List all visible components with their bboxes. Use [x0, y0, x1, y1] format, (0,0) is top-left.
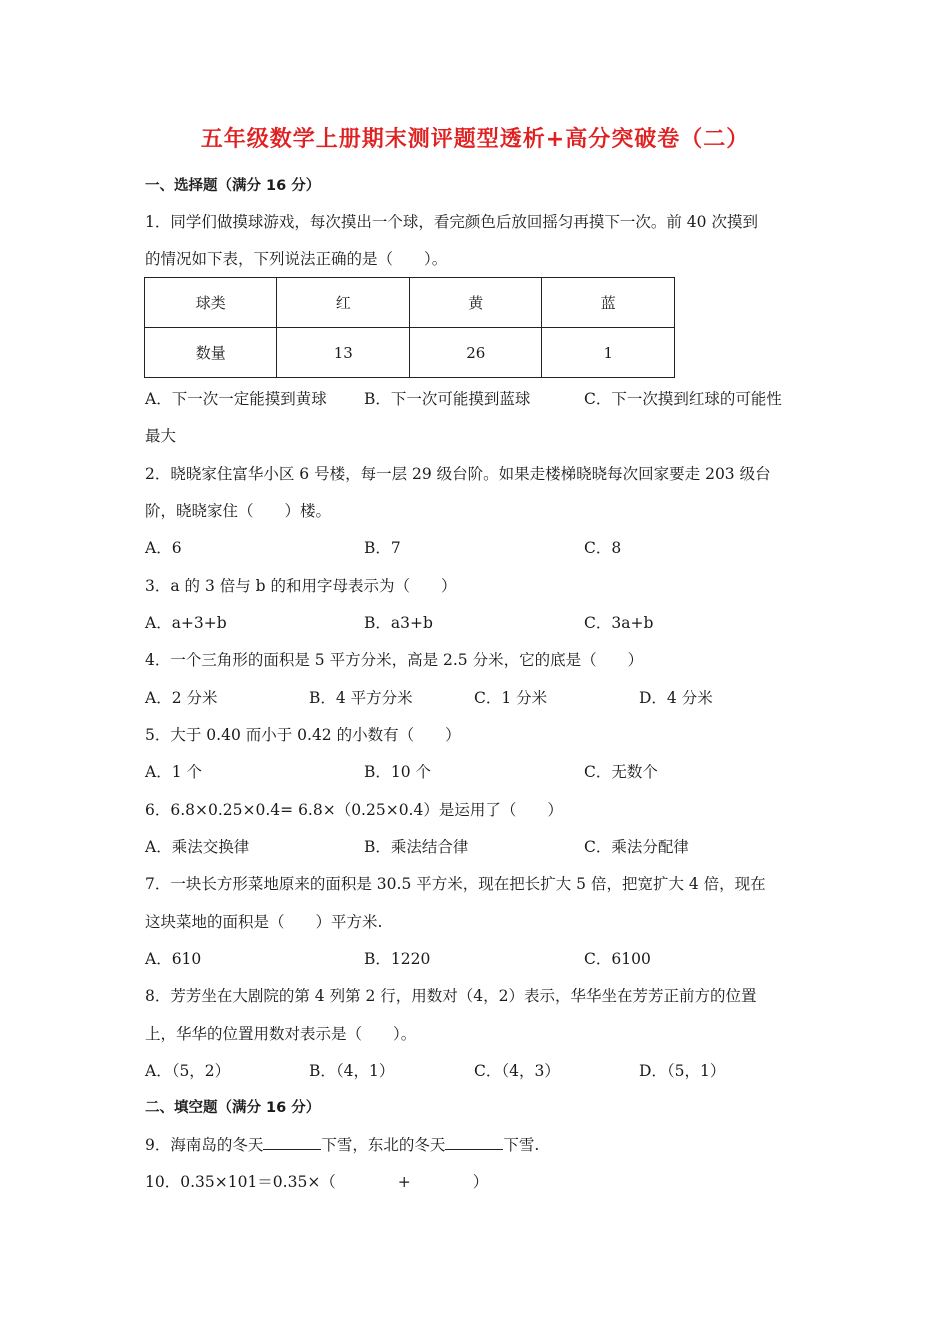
question-2-line2: 阶，晓晓家住（ ）楼。: [145, 502, 332, 520]
section-heading-fill-blank: 二、填空题（满分 16 分）: [145, 1100, 321, 1116]
question-9-text-part2: 下雪，东北的冬天: [321, 1136, 446, 1154]
question-7-option-a: A．610: [145, 950, 202, 968]
question-4-option-b: B．4 平方分米: [309, 689, 413, 707]
question-3-option-b: B．a3+b: [364, 614, 433, 632]
question-5-line1: 5．大于 0.40 而小于 0.42 的小数有（ ）: [145, 726, 461, 744]
question-5-option-c: C．无数个: [584, 763, 658, 781]
question-9-line1: [145, 1135, 539, 1155]
question-4-option-c: C．1 分米: [474, 689, 548, 707]
question-3-option-a: A．a+3+b: [145, 614, 227, 632]
question-8-line2: 上，华华的位置用数对表示是（ ）。: [145, 1025, 417, 1043]
question-3-line1: 3．a 的 3 倍与 b 的和用字母表示为（ ）: [145, 577, 457, 595]
question-7-option-b: B．1220: [364, 950, 431, 968]
question-2-option-a: A．6: [145, 539, 182, 557]
question-10-line1: 10．0.35×101＝0.35×（ + ）: [145, 1173, 489, 1191]
table-cell: 蓝: [542, 278, 675, 328]
answer-blank[interactable]: [445, 1135, 503, 1150]
table-cell: 黄: [409, 278, 542, 328]
question-6-option-c: C．乘法分配律: [584, 838, 689, 856]
question-6-line1: 6．6.8×0.25×0.4= 6.8×（0.25×0.4）是运用了（ ）: [145, 801, 563, 819]
question-4-line1: 4．一个三角形的面积是 5 平方分米，高是 2.5 分米，它的底是（ ）: [145, 651, 644, 669]
question-4-option-a: A．2 分米: [145, 689, 218, 707]
question-9-text-part1: 9．海南岛的冬天: [145, 1136, 264, 1154]
question-3-option-c: C．3a+b: [584, 614, 654, 632]
question-1-line2: 的情况如下表，下列说法正确的是（ ）。: [145, 250, 448, 268]
table-row: [145, 328, 675, 378]
ball-count-table: [144, 277, 675, 378]
page-title: 五年级数学上册期末测评题型透析+高分突破卷（二）: [200, 127, 750, 152]
question-8-option-d: D．（5，1）: [639, 1062, 726, 1080]
question-6-option-a: A．乘法交换律: [145, 838, 250, 856]
question-1-option-a: A．下一次一定能摸到黄球: [145, 390, 327, 408]
question-8-option-b: B．（4，1）: [309, 1062, 395, 1080]
question-6-option-b: B．乘法结合律: [364, 838, 469, 856]
question-7-line1: 7．一块长方形菜地原来的面积是 30.5 平方米，现在把长扩大 5 倍，把宽扩大 4 倍，现在: [145, 875, 766, 893]
question-1-option-b: B．下一次可能摸到蓝球: [364, 390, 531, 408]
table-cell: 26: [409, 328, 542, 378]
table-cell: 红: [277, 278, 410, 328]
question-5-option-a: A．1 个: [145, 763, 202, 781]
table-cell: 数量: [145, 328, 277, 378]
table-cell: 1: [542, 328, 675, 378]
question-8-option-a: A．（5，2）: [145, 1062, 231, 1080]
section-heading-choice: 一、选择题（满分 16 分）: [145, 178, 321, 194]
table-cell: 球类: [145, 278, 277, 328]
question-2-option-c: C．8: [584, 539, 622, 557]
table-cell: 13: [277, 328, 410, 378]
question-2-line1: 2．晓晓家住富华小区 6 号楼，每一层 29 级台阶。如果走楼梯晓晓每次回家要走 203 级台: [145, 465, 771, 483]
question-1-option-c: C．下一次摸到红球的可能性: [584, 390, 782, 408]
question-1-option-c-cont: 最大: [145, 427, 177, 445]
question-2-option-b: B．7: [364, 539, 401, 557]
answer-blank[interactable]: [263, 1135, 321, 1150]
question-8-line1: 8．芳芳坐在大剧院的第 4 列第 2 行，用数对（4，2）表示，华华坐在芳芳正前方的位置: [145, 987, 757, 1005]
question-1-line1: 1．同学们做摸球游戏，每次摸出一个球，看完颜色后放回摇匀再摸下一次。前 40 次摸到: [145, 213, 758, 231]
table-row: [145, 278, 675, 328]
question-8-option-c: C．（4，3）: [474, 1062, 560, 1080]
question-7-line2: 这块菜地的面积是（ ）平方米.: [145, 913, 383, 931]
question-5-option-b: B．10 个: [364, 763, 432, 781]
question-7-option-c: C．6100: [584, 950, 651, 968]
question-4-option-d: D．4 分米: [639, 689, 713, 707]
question-9-text-part3: 下雪.: [503, 1136, 540, 1154]
